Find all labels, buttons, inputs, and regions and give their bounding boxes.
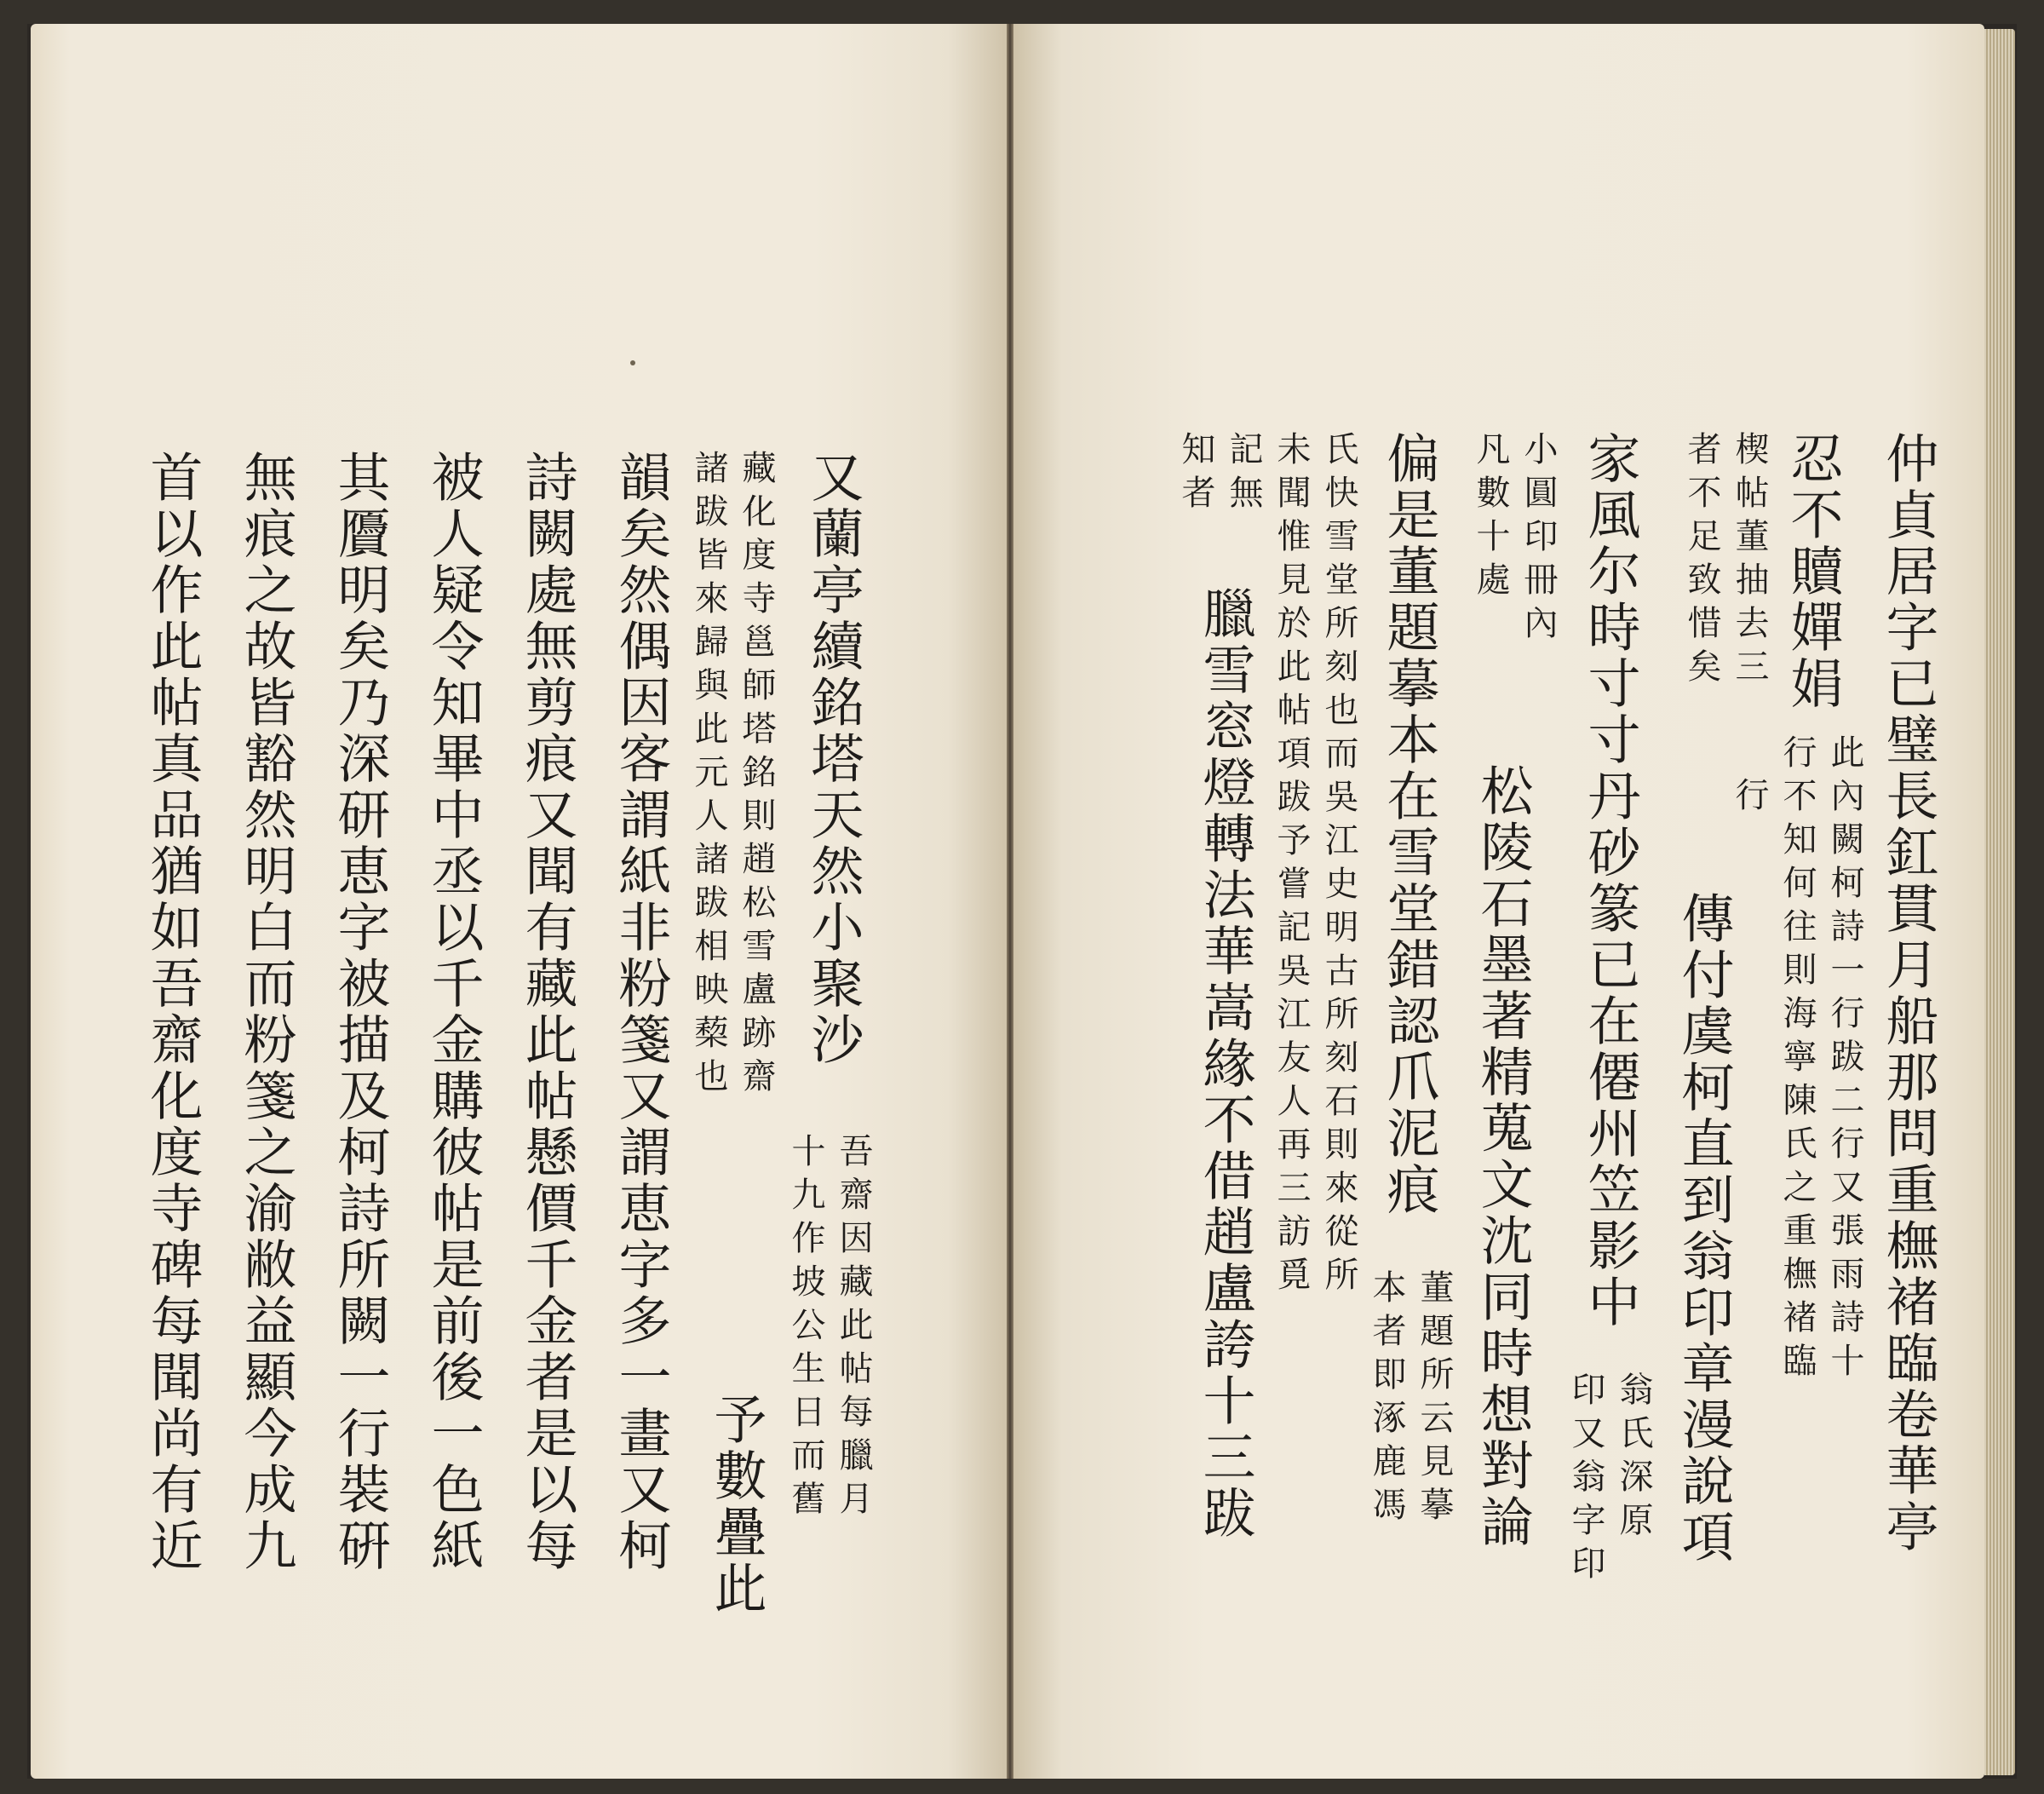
- left-column-6: 其贗明矣乃深研恵字被描及柯詩所闕一行裝硏: [329, 450, 391, 1574]
- right-page: [1013, 24, 1984, 1779]
- right-column-3-note-b: 者不足致惜矣: [1682, 431, 1721, 692]
- left-column-2-tail: 予數疊此: [705, 1392, 767, 1617]
- right-column-2-note-b: 行不知何往則海寧陳氏之重橅褚臨: [1777, 734, 1817, 1386]
- right-column-8-note-a: 記無: [1224, 431, 1263, 518]
- right-column-6-note-b: 本者即涿鹿馮: [1367, 1269, 1406, 1530]
- right-column-1: 仲貞居字已璧長釭貫月船那問重橅褚臨卷華亭: [1877, 431, 1939, 1555]
- left-column-1: 又蘭亭續銘塔天然小聚沙: [802, 450, 864, 1068]
- right-column-3: 傳付虞柯直到翁印章漫說項: [1673, 891, 1735, 1566]
- book-fore-edge: [1984, 29, 2015, 1775]
- left-column-2-note-a: 藏化度寺邕師塔銘則趙松雪盧跡齋: [737, 450, 776, 1101]
- right-column-4-note-a: 翁氏深原: [1614, 1371, 1653, 1545]
- right-column-4-note-b: 印又翁字印: [1566, 1371, 1605, 1589]
- right-column-3-note-a: 楔帖董抽去三: [1730, 431, 1769, 692]
- open-book: [27, 24, 2017, 1779]
- left-column-1-note-a: 吾齋因藏此帖每臘月: [834, 1133, 873, 1524]
- right-column-2: 忍不贖嬋娟: [1782, 431, 1844, 712]
- left-column-8: 首以作此帖真品猶如吾齋化度寺碑每聞尚有近: [141, 450, 204, 1574]
- left-page: [31, 24, 1007, 1779]
- right-column-6: 偏是董題摹本在雪堂錯認爪泥痕: [1378, 431, 1440, 1218]
- right-column-5-note-a: 小圓印冊內: [1519, 431, 1558, 648]
- right-column-6-note-a: 董題所云見摹: [1415, 1269, 1454, 1530]
- right-column-8-note-b: 知者: [1176, 431, 1215, 518]
- ink-speck: [630, 360, 635, 365]
- right-column-4: 家風尔時寸寸丹砂篆已在僊州笠影中: [1579, 431, 1641, 1331]
- left-column-3: 韻矣然偶因客謂紙非粉箋又謂恵字多一畫又柯: [610, 450, 672, 1574]
- right-column-2-note-a: 此內闕柯詩一行跋二行又張雨詩十: [1825, 734, 1864, 1386]
- left-column-2-note-b: 諸跋皆來歸與此元人諸跋相映蔾也: [689, 450, 728, 1101]
- book-gutter: [1007, 24, 1013, 1779]
- left-column-5: 被人疑令知畢中丞以千金購彼帖是前後一色紙: [422, 450, 485, 1574]
- left-column-7: 無痕之故皆豁然明白而粉箋之渝敝益顯今成九: [235, 450, 297, 1574]
- right-column-5-note-b: 凡數十處: [1471, 431, 1510, 605]
- left-column-1-note-b: 十九作坡公生日而舊: [786, 1133, 825, 1524]
- left-column-4: 詩闕處無剪痕又聞有藏此帖懸價千金者是以每: [516, 450, 578, 1574]
- right-column-7-note-a: 氏快雪堂所刻也而吳江史明古所刻石則來從所: [1319, 431, 1358, 1300]
- right-column-8: 臘雪窓燈轉法華嵩緣不借趙盧誇十三跋: [1194, 586, 1256, 1542]
- right-column-7-note-b: 未聞惟見於此帖項跋予嘗記吳江友人再三訪覓: [1272, 431, 1311, 1300]
- right-column-3-note-a-tail: 行: [1730, 777, 1769, 820]
- right-column-5: 松陵石墨著精蒐文沈同時想對論: [1472, 763, 1534, 1550]
